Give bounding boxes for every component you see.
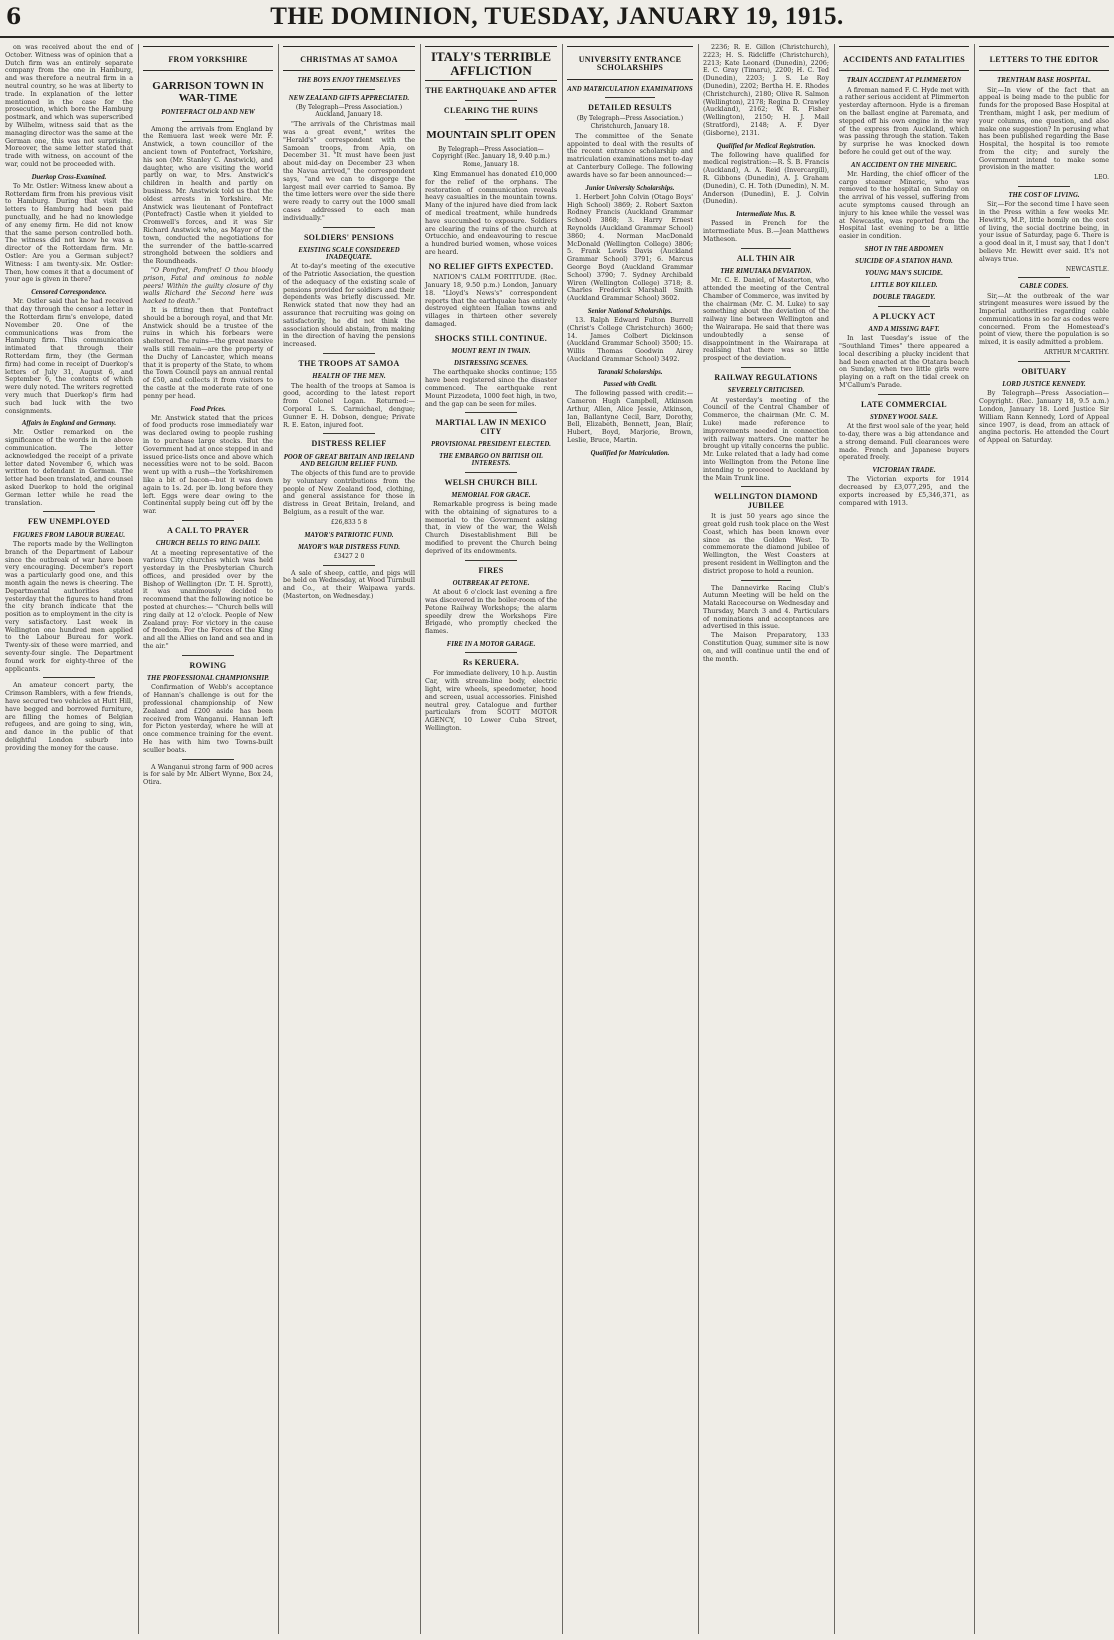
subheading: Censored Correspondence. [31, 289, 107, 297]
subheading: Duerkop Cross-Examined. [31, 173, 107, 181]
article-text: At yesterday's meeting of the Council of the Central Chamber of Commerce, the chairman (Mr. C. M. Luke) made reference to improvements needed in connection with railway matters. One matter he brought up vitally concerns the public. Mr. Luke related that a lady had come into Wellington from the Petone line intending to proceed to Auckland by the Main Trunk line. [703, 395, 829, 482]
column-3 [280, 44, 418, 1634]
subheading: THE RIMUTAKA DEVIATION. [720, 268, 812, 276]
fund-total: £26,833 5 8 [330, 518, 368, 526]
column-rule [698, 44, 699, 1634]
article-text: Passed in French for the intermediate Mus. B.—Jean Matthews Matheson. [703, 219, 829, 243]
article-text: The health of the troops at Samoa is good, according to the latest report from Colonel Logan. Returned:—Corporal L. S. Carmichael, dengue; Gunner E. H. Dobson, dengue; Private R. E. Eaton, injured foot. [283, 381, 415, 429]
divider [465, 560, 518, 561]
divider [1018, 277, 1070, 278]
headline: WELLINGTON DIAMOND JUBILEE [714, 492, 818, 510]
headline: LATE COMMERCIAL [861, 399, 947, 409]
divider [323, 353, 376, 354]
subheading: THE BOYS ENJOY THEMSELVES [297, 77, 401, 85]
article-text: A sale of sheep, cattle, and pigs will be held on Wednesday, at Wood Turnbull and Co., at their Waipawa yards. (Masterton, on Wednesday.) [283, 568, 415, 600]
subheading: NEW ZEALAND GIFTS APPRECIATED. [288, 94, 410, 102]
divider [323, 227, 376, 228]
letter-text: Sir,—For the second time I have seen in the Press within a few weeks Mr. Hewitt's, M.P., little homily on the cost of living, the social doctrine being, in your issue of Saturday, page 6. There is a good deal in it, I must say, that I don't believe Mr. Hewitt ever said. It's not always true. [979, 200, 1109, 263]
divider [741, 248, 791, 249]
subheading: DETAILED RESULTS [588, 102, 672, 112]
article-text: Confirmation of Webb's acceptance of Hannan's challenge is out for the professional championship of New Zealand and £200 aside has been received from Wanganui. Hannan left for Picton yesterday, where he will at once commence training for the event. He has with him two Towns-built sculler boats. [143, 683, 273, 754]
article-text: By Telegraph—Press Association—Copyright. (Rec. January 18, 9.5 a.m.) London, January 18. Lord Justice Sir William Rann Kennedy, Lord of Appeal since 1907, is dead, from an attack of angina pectoris. He attended the Court of Appeal on Saturday. [979, 389, 1109, 445]
divider [741, 486, 791, 487]
article-text: Mr. Anstwick stated that the prices of food products rose immediately war was declared owing to people rushing in to purchase large stocks. But the Government had at once stepped in and issued price-lists once and above which necessities were not to be sold. Bacon went up with a rush—the Yorkshiremen like a bit of bacon—but it was down again to 1s. 2d. per lb. long before they left. Eggs were dear owing to the Continental supply being cut off by the war. [143, 413, 273, 516]
article-text: The following have qualified for medical registration:—R. S. B. Francis (Auckland), A. A. Reid (Invercargill), R. Gibbons (Dunedin), A. J. Graham (Dunedin), C. H. Toth (Dunedin), N. M. Anderson (Dunedin), E. J. Colvin (Dunedin). [703, 150, 829, 206]
headline: NO RELIEF GIFTS EXPECTED. [428, 261, 554, 271]
divider [182, 655, 234, 656]
subheading: MOUNT RENT IN TWAIN. [451, 348, 531, 356]
subheading: SUICIDE OF A STATION HAND. [855, 258, 953, 266]
headline: SOLDIERS' PENSIONS [303, 232, 395, 242]
article-text: To Mr. Ostler: Witness knew about a Rotterdam firm from his previous visit to Hamburg. During that visit the letters to Hamburg had been paid punctually, and he had no knowledge of any enemy firm. He did not know that the same person controlled both. The witness did not know he was a director of the Rotterdam firm. Mr. Ostler: Are you a German subject? Witness: I am twenty-six. Mr. Ostler: Then, how comes it that a document of your age is given in there? [5, 181, 133, 284]
headline: ALL THIN AIR [736, 253, 796, 263]
subheading: THE EMBARGO ON BRITISH OIL INTERESTS. [439, 453, 543, 468]
divider [878, 394, 930, 395]
headline: WELSH CHURCH BILL [444, 477, 538, 487]
subheading: EXISTING SCALE CONSIDERED INADEQUATE. [298, 246, 400, 262]
headline: A PLUCKY ACT [872, 311, 936, 321]
subheading: VICTORIAN TRADE. [872, 467, 936, 475]
divider [323, 89, 376, 90]
subheading: SHOT IN THE ABDOMEN [864, 245, 944, 253]
subheading: AND MATRICULATION EXAMINATIONS [567, 85, 693, 93]
article-text: An amateur concert party, the Crimson Ramblers, with a few friends, have secured two vehicles at Hutt Hill, have begged and borrowed furniture, are filling the homes of Belgian refugees, and are going to sing, win, and dance in the public of that delightful London suburb into providing the money for the cause. [5, 681, 133, 752]
article-text: The Victorian exports for 1914 decreased by £3,077,295, and the exports increased by £5,346,371, as compared with 1913. [839, 475, 969, 507]
fund-total: £3427 2 0 [333, 552, 365, 560]
subheading: POOR OF GREAT BRITAIN AND IRELAND AND BELGIUM RELIEF FUND. [283, 453, 415, 468]
subheading: FIRE IN A MOTOR GARAGE. [446, 640, 536, 648]
letter-text: Sir,—In view of the fact that an appeal is being made to the public for funds for the proposed Base Hospital at Trentham, might I ask, per medium of your columns, one question, and also make one suggestion? In perusing what has been published regarding the Base Hospital, the hospital is too remote from the city; and surely the Government intend to make some provision in the matter. [979, 85, 1109, 172]
subheading: MEMORIAL FOR GRACE. [451, 491, 531, 499]
subheading: PONTEFRACT OLD AND NEW [161, 109, 255, 117]
column-rule [138, 44, 139, 1634]
headline: GARRISON TOWN IN WAR-TIME [152, 80, 264, 104]
dateline: By Telegraph—Press Association—Copyright (Rec. January 18, 9.40 p.m.) Rome, January 18. [432, 145, 550, 169]
article-text: 1. Herbert John Colvin (Otago Boys' High School) 3869; 2. Robert Saxton Rodney Francis (Auckland Grammar School) 3868; 3. Harry Ernest Reynolds (Auckland Grammar School) 3860; 4. Norman MacDonald McDonald (Wellington College) 3806; 5. Frank Lewis Davis (Auckland Grammar School) 3791; 6. Marcus George Boyd (Auckland Grammar School) 3790; 7. Sydney Archibald Wiren (Wellington College) 3718; 8. Charles Frederick Marshall Smith (Auckland Grammar School) 3602. [567, 192, 693, 303]
letter-text: Sir,—At the outbreak of the war stringent measures were issued by the Imperial authorities regarding cable communications in so far as codes were concerned. From the Homestead's point of view, there the population is so mixed, it is easily admitted a problem. [979, 291, 1109, 347]
article-text: The Maison Preparatory, 133 Constitution Quay, summer site is now on, and will continue until the end of the month. [703, 631, 829, 663]
divider [43, 511, 94, 512]
subheading: SEVERELY CRITICISED. [727, 387, 805, 395]
subheading: Qualified for Medical Registration. [716, 142, 816, 150]
divider [465, 652, 518, 653]
article-text: Mr. Ostler remarked on the significance of the words in the above communication. The letter acknowledged the receipt of a private letter dated November 6, which was written to defendant in German. The letter had been translated, and counsel asked Duerkop to hold the original German letter while he read the translation. [5, 428, 133, 507]
subheading: Qualified for Matriculation. [590, 449, 670, 457]
subheading: TRENTHAM BASE HOSPITAL. [997, 77, 1091, 85]
headline: OBITUARY [1021, 366, 1067, 376]
article-text: At about 6 o'clock last evening a fire was discovered in the boiler-room of the Petone Railway Workshops; the alarm speedily drew the Workshops Fire Brigade, who promptly checked the flames. [425, 588, 557, 636]
article-text: The Dannevirke Racing Club's Autumn Meeting will be held on the Mataki Racecourse on Wednesday and Thursday, March 3 and 4. Particulars of nominations and acceptances are advertised in this issue. [703, 583, 829, 631]
subheading: LITTLE BOY KILLED. [870, 282, 938, 290]
headline: A CALL TO PRAYER [167, 525, 249, 535]
subheading: Affairs in England and Germany. [21, 420, 117, 428]
subheading: THE PROFESSIONAL CHAMPIONSHIP. [146, 675, 270, 683]
subheading: MAYOR'S PATRIOTIC FUND. [304, 531, 394, 539]
headline: ITALY'S TERRIBLE AFFLICTION [430, 49, 552, 78]
headline: LETTERS TO THE EDITOR [989, 55, 1099, 64]
letter-signature: ARTHUR M'CARTHY. [1044, 349, 1109, 357]
column-rule [562, 44, 563, 1634]
letter-signature: LEO. [1094, 174, 1109, 182]
headline: THE TROOPS AT SAMOA [298, 359, 400, 368]
subheading: THE COST OF LIVING. [1008, 192, 1080, 200]
column-7 [836, 44, 972, 1634]
headline: RAILWAY REGULATIONS [714, 373, 818, 383]
letter-signature: NEWCASTLE. [1065, 265, 1109, 273]
divider [182, 759, 234, 760]
column-rule [278, 44, 279, 1634]
column-2 [140, 44, 276, 1634]
subheading: DOUBLE TRAGEDY. [872, 294, 936, 302]
subheading: PROVISIONAL PRESIDENT ELECTED. [430, 441, 552, 449]
subheading: LORD JUSTICE KENNEDY. [1002, 381, 1086, 389]
article-text: 13. Ralph Edward Fulton Burrell (Christ's College Christchurch) 3600; 14. James Colbert Dickinson (Auckland Grammar School) 3500; 15. Willis Thomas Goodwin Airey (Auckland Grammar School) 3492. [567, 316, 693, 364]
article-text: NATION'S CALM FORTITUDE. (Rec. January 18, 9.50 p.m.) London, January 18. "Lloyd's News's" correspondent reports that the earthquake has entirely destroyed eighteen Italian towns and villages in thirteen other severely damaged. [425, 273, 557, 328]
subheading: FIGURES FROM LABOUR BUREAU. [12, 531, 126, 539]
subheading: Taranaki Scholarships. [597, 368, 663, 376]
divider [465, 472, 518, 473]
divider [741, 580, 791, 581]
subheading: Intermediate Mus. B. [736, 211, 796, 219]
article-text: Mr. Ostler said that he had received that day through the censor a letter in the Rotterdam firm's envelope, dated November 20. One of the communications was from the Hamburg firm. This communication intimated that through their Rotterdam firm, they (the German firm) had come in receipt of Duerkop's letters of July 31, August 6, and September 6, the contents of which were duly noted. The writers regretted very much that Duerkop's firm had such bad luck with the two consignments. [5, 297, 133, 415]
column-4 [422, 44, 560, 1634]
headline: UNIVERSITY ENTRANCE SCHOLARSHIPS [578, 55, 682, 73]
article-text: At the first wool sale of the year, held to-day, there was a big attendance and a strong demand. Full clearances were made. French and Japanese buyers operated freely. [839, 422, 969, 462]
subheading: Food Prices. [190, 405, 226, 413]
dateline: (By Telegraph—Press Association.) Auckland, January 18. [295, 103, 403, 119]
divider [605, 97, 655, 98]
column-1 [2, 44, 136, 1634]
article-text: Mr. C. E. Daniel, of Masterton, who attended the meeting of the Central Chamber of Commerce, was invited by the chairman (Mr. C. M. Luke) to say something about the deviation of the railway line between Wellington and the Wairarapa. He said that there was undoubtedly a sense of disappointment in the Wairarapa at realising that there was so little prospect of the deviation. [703, 276, 829, 363]
headline: MARTIAL LAW IN MEXICO CITY [435, 418, 547, 436]
article-text: It is fitting then that Pontefract should be a borough royal, and that Mr. Anstwick should be a trustee of the ruins in which his forbears were sheltered. The ruins—the great massive walls still remain—are the property of the Duchy of Lancaster, which means that it is property of the State, to whom the Town Council pays an annual rental of £50, and collects it from visitors to the castle at the moderate rate of one penny per head. [143, 305, 273, 400]
divider [878, 306, 930, 307]
page-number: 6 [6, 4, 22, 30]
article-text: 2236; R. E. Gillon (Christchurch), 2223; H. S. Ridcliffe (Christchurch), 2213; Kate Leonard (Dunedin), 2206; E. C. Gray (Timaru), 2200; H. C. Ted (Dunedin), 2203; J. S. Le Roy (Dunedin), 2202; Bertha H. E. Rhodes (Christchurch), 2180; Olive R. Salmon (Wellington), 2178; Regina D. Crawley (Auckland), 2162; W. R. Fisher (Wellington), 2150; H. J. Mail (Stratford), 2148; A. F. Dyer (Gisborne), 2131. [703, 44, 829, 137]
headline: ROWING [189, 660, 227, 670]
masthead [0, 0, 1114, 38]
headline: CHRISTMAS AT SAMOA [300, 55, 398, 64]
column-5 [564, 44, 696, 1634]
divider [1018, 361, 1070, 362]
subheading: OUTBREAK AT PETONE. [452, 580, 530, 587]
article-text: Remarkable progress is being made with the obtaining of signatures to a memorial to the Government asking that, in view of the war, the Welsh Church Disestablishment Bill be modified to prevent the Church being deprived of its endowments. [425, 500, 557, 555]
classified-ad: A Wanganui strong farm of 900 acres is for sale by Mr. Albert Wynne, Box 24, Otira. [143, 762, 273, 787]
advertisement-text: For immediate delivery, 10 h.p. Austin Car, with stream-line body, electric light, wire wheels, speedometer, hood and screen, usual accessories. Finished neutral grey. Catalogue and further particulars from SCOTT MOTOR AGENCY, 10 Lower Cuba Street, Wellington. [425, 669, 557, 732]
divider [323, 433, 376, 434]
divider [43, 677, 94, 678]
advertisement-title: Rs KERUERA. [462, 658, 520, 668]
subheading: AN ACCIDENT ON THE MINERIC. [850, 161, 958, 169]
verse: "O Pomfret, Pomfret! O thou bloody prison, Fatal and ominous to noble peers! Within the guilty closure of thy walls Richard the Second here was hacked to death." [143, 265, 273, 306]
article-text: The reports made by the Wellington branch of the Department of Labour since the outbreak of war have been very encouraging. December's report was a particularly good one, and this month again the news is cheering. The Departmental authorities stated yesterday that the figures to hand from the city branch indicate that the position as to employment in the city is very satisfactory. Last week in Wellington one hundred men applied to the Labour Bureau for work. Twenty-six of these were married, and seventy-four single. The Department found work for eighty-three of the applicants. [5, 539, 133, 673]
divider [323, 565, 376, 566]
subheading: YOUNG MAN'S SUICIDE. [865, 270, 943, 278]
divider [741, 367, 791, 368]
subheading: SYDNEY WOOL SALE. [870, 414, 938, 422]
divider [182, 520, 234, 521]
article-text: The earthquake shocks continue; 155 have been registered since the disaster commenced. The earthquake rent Mount Pizzodeta, 1000 feet high, in two, and the gap can be seen for miles. [425, 368, 557, 408]
dateline: (By Telegraph—Press Association.) Christchurch, January 18. [576, 115, 684, 131]
subheading: Junior University Scholarships. [585, 184, 675, 192]
column-rule [974, 44, 975, 1634]
article-text: The committee of the Senate appointed to deal with the results of the recent entrance scholarship and matriculation examinations met to-day at Canterbury College. The following awards have so far been announced:— [567, 131, 693, 179]
article-text: on was received about the end of October. Witness was of opinion that a Dutch firm was an entirely separate company from the one in Hamburg, and was therefore a neutral firm in a neutral country, so he was at liberty to trade. In explanation of the letter mentioned in the case for the prosecution, which bore the Hamburg postmark, and which was superscribed by Wilhelm, witness said that as the managing director was the same at the German one, this was not surprising. Moreover, the same letter stated that trade with witness, on account of the war, could not be proceeded with. [5, 44, 133, 168]
subheading: Senior National Scholarships. [587, 307, 673, 315]
headline: MOUNTAIN SPLIT OPEN [426, 129, 556, 142]
subheading: CHURCH BELLS TO RING DAILY. [155, 540, 261, 548]
article-text: At to-day's meeting of the executive of the Patriotic Association, the question of the adequacy of the existing scale of pensions provided for soldiers and their dependents was briefly discussed. Mr. Renwick stated that now they had an assurance that recruiting was going on satisfactorily, he did not think the association should abstain, from making in the direction of having the pensions increased. [283, 262, 415, 349]
headline: FIRES [478, 565, 504, 575]
headline: SHOCKS STILL CONTINUE. [434, 333, 548, 343]
subheading: HEALTH OF THE MEN. [312, 373, 386, 381]
divider [1018, 186, 1070, 187]
newspaper-title: THE DOMINION, TUESDAY, JANUARY 19, 1915. [270, 3, 844, 30]
column-rule [420, 44, 421, 1634]
article-text: A fireman named F. C. Hyde met with a rather serious accident at Plimmerton yesterday afternoon. Hyde is a fireman on the ballast engine at Paremata, and stepped off his own engine in the way of the express from Auckland, which was passing through the station. Taken by surprise he was knocked down before he could get out of the way. [839, 85, 969, 156]
headline: ACCIDENTS AND FATALITIES [843, 55, 965, 64]
headline: FEW UNEMPLOYED [27, 517, 111, 527]
article-text: Mr. Harding, the chief officer of the cargo steamer Mineric, who was removed to the hospital on Sunday on the arrival of his vessel, suffering from acute symptoms caused through an injury to his knee while the vessel was at Newcastle, was reported from the Hospital last evening to be a little easier in condition. [839, 169, 969, 241]
column-8 [976, 44, 1112, 1634]
article-text: In last Tuesday's issue of the "Southland Times" there appeared a local describing a plucky incident that had been enacted at the Otatara beach on Sunday, when two little girls were playing on a raft on the tidal creek on M'Callum's Parade. [839, 334, 969, 389]
divider [465, 100, 518, 101]
headline: DISTRESS RELIEF [311, 439, 387, 449]
subheading: CLEARING THE RUINS [443, 105, 539, 115]
article-text: At a meeting representative of the various City churches which was held yesterday in the Presbyterian Church offices, and presided over by the Bishop of Wellington (Dr. T. H. Sprott), it was unanimously decided to recommend that the following notice be posted at churches:— "Church bells will ring daily at 12 o'clock. People of New Zealand pray: For victory in the cause of freedom. For the Forces of the King and all the Allies on land and sea and in the air." [143, 548, 274, 651]
subheading: AND A MISSING RAFT. [868, 326, 940, 333]
headline: FROM YORKSHIRE [168, 55, 248, 64]
subheading: THE EARTHQUAKE AND AFTER [425, 86, 557, 96]
subheading: DISTRESSING SCENES. [453, 360, 529, 368]
subheading: Passed with Credit. [603, 380, 657, 388]
divider [465, 412, 518, 413]
subheading: CABLE CODES. [1019, 283, 1069, 291]
divider [182, 121, 234, 122]
article-text: It is just 50 years ago since the great gold rush took place on the West Coast, which has been known ever since as the Golden West. To commemorate the diamond jubilee of Wellington, the West Coasters at present resident in Wellington and the district propose to hold a reunion. [703, 512, 829, 575]
article-text: King Emmanuel has donated £10,000 for the relief of the orphans. The restoration of communication reveals heavy casualties in the mountain towns. Many of the injured have died from lack of medical treatment, while hundreds have succumbed to exposure. Soldiers are clearing the ruins of the church at Ortucchio, and endeavouring to rescue a hundred buried women, whose voices are heard. [425, 170, 557, 256]
article-text: Among the arrivals from England by the Remuera last week were Mr. F. Anstwick, a town councillor of the ancient town of Pontefract, Yorkshire, his son (Mr. Stanley C. Anstwick), and daughter, who are visiting the world partly on war, to Mrs. Anstwick's children in health and partly on business. Mr. Anstwick told us that the oldest arrests in Yorkshire. Mr. Anstwick was lieutenant of Pontefract (Pontefract) Castle when it yielded to Cromwell's forces, and it was Sir Richard Anstwick who, as Mayor of the town, conducted the negotiations for the surrender of the battle-scarred stronghold between the soldiers and the Roundheads. [143, 124, 273, 266]
column-rule [834, 44, 835, 1634]
subheading: TRAIN ACCIDENT AT PLIMMERTON [846, 77, 962, 85]
article-text: "The arrivals of the Christmas mail was a great event," writes the "Herald's" correspondent with the Samoan troops, from Apia, on December 31. "It must have been just about mid-day on December 23 when the Navua arrived," the correspondent says, "and we can to disgorge the largest mail ever carried to Samoa. By the time letters were over the side there were ready to carry out the 1000 small cases addressed to each man individually." [283, 120, 415, 222]
subheading: MAYOR'S WAR DISTRESS FUND. [297, 543, 401, 551]
article-text: The objects of this fund are to provide by voluntary contributions from the people of New Zealand food, clothing, and general assistance for those in distress in Great Britain, Ireland, and Belgium, as a result of the war. [283, 468, 415, 516]
divider [465, 119, 518, 120]
column-6 [700, 44, 832, 1634]
article-text: The following passed with credit:—Cameron Hugh Campbell, Atkinson Arthur, Allen, Alice Jessie, Atkinson, Ian, Ballantyne Cecil, Barr, Dorothy, Bell, Elizabeth, Bennett, Jean, Blair, Hubert, Boyd, Marjorie, Brown, Leslie, Bruce, Martin. [567, 389, 693, 444]
